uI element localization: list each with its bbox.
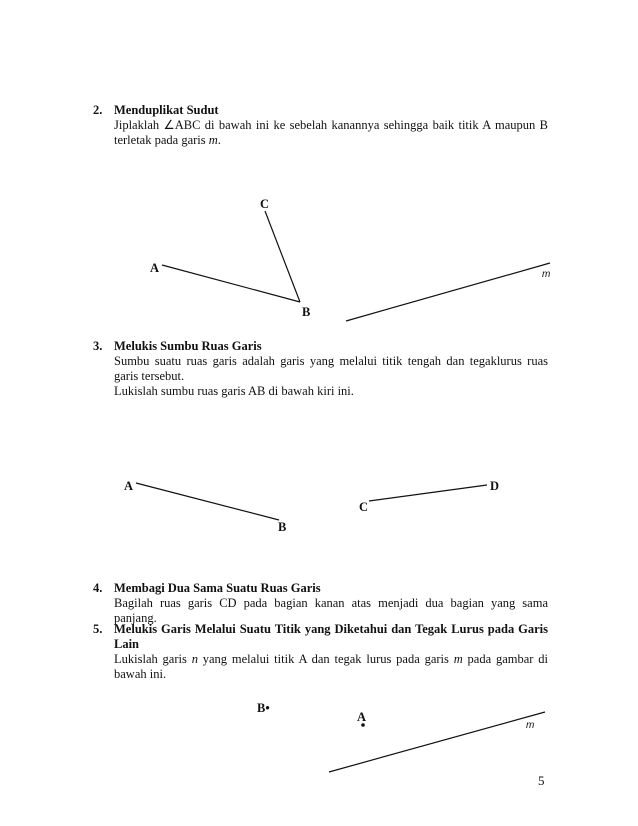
segment-ab-angle [162, 265, 300, 302]
label-c-angle: C [260, 197, 270, 211]
segment-cd [369, 485, 487, 501]
label-a-point: A [357, 710, 367, 724]
section-4-title: Membagi Dua Sama Suatu Ruas Garis [114, 581, 321, 595]
label-c-segment: C [359, 500, 369, 514]
section-4-line-1: Bagilah ruas garis CD pada bagian kanan atas menjadi dua bagian yang sama [114, 596, 548, 610]
section-3-title: Melukis Sumbu Ruas Garis [114, 339, 262, 353]
section-2-number: 2. [93, 103, 103, 117]
segment-cb-angle [265, 211, 300, 302]
segment-ab [136, 483, 279, 520]
section-3-line-2: garis tersebut. [114, 369, 185, 383]
label-b-angle: B [302, 305, 311, 319]
label-b-segment: B [278, 520, 287, 534]
section-5-line-2: bawah ini. [114, 667, 167, 681]
page-number: 5 [538, 773, 545, 788]
section-3-number: 3. [93, 339, 103, 353]
label-m-sec5: m [526, 720, 535, 731]
section-5-title-line-1: Melukis Garis Melalui Suatu Titik yang Diketahui dan Tegak Lurus pada Garis [114, 622, 548, 636]
section-3-line-1: Sumbu suatu ruas garis adalah garis yang melalui titik tengah dan tegaklurus ruas [114, 354, 548, 368]
section-2-line-1: Jiplaklah ∠ABC di bawah ini ke sebelah kanannya sehingga baik titik A maupun B [114, 118, 548, 132]
section-4-number: 4. [93, 581, 103, 595]
section-3-line-3: Lukislah sumbu ruas garis AB di bawah kiri ini. [114, 384, 354, 398]
section-2-line-2: terletak pada garis m. [114, 133, 221, 147]
line-m-sec2 [346, 263, 550, 321]
label-b-point: B• [257, 701, 270, 715]
section-4-line-2: panjang. [114, 611, 157, 625]
label-d-segment: D [490, 479, 500, 493]
label-a-segment: A [124, 479, 134, 493]
section-5-title-line-2: Lain [114, 637, 140, 651]
label-a-angle: A [150, 261, 160, 275]
label-m-sec2: m [542, 269, 551, 280]
section-5-number: 5. [93, 622, 103, 636]
section-5-line-1: Lukislah garis n yang melalui titik A dan tegak lurus pada garis m pada gambar di [114, 652, 548, 666]
section-2-title: Menduplikat Sudut [114, 103, 219, 117]
